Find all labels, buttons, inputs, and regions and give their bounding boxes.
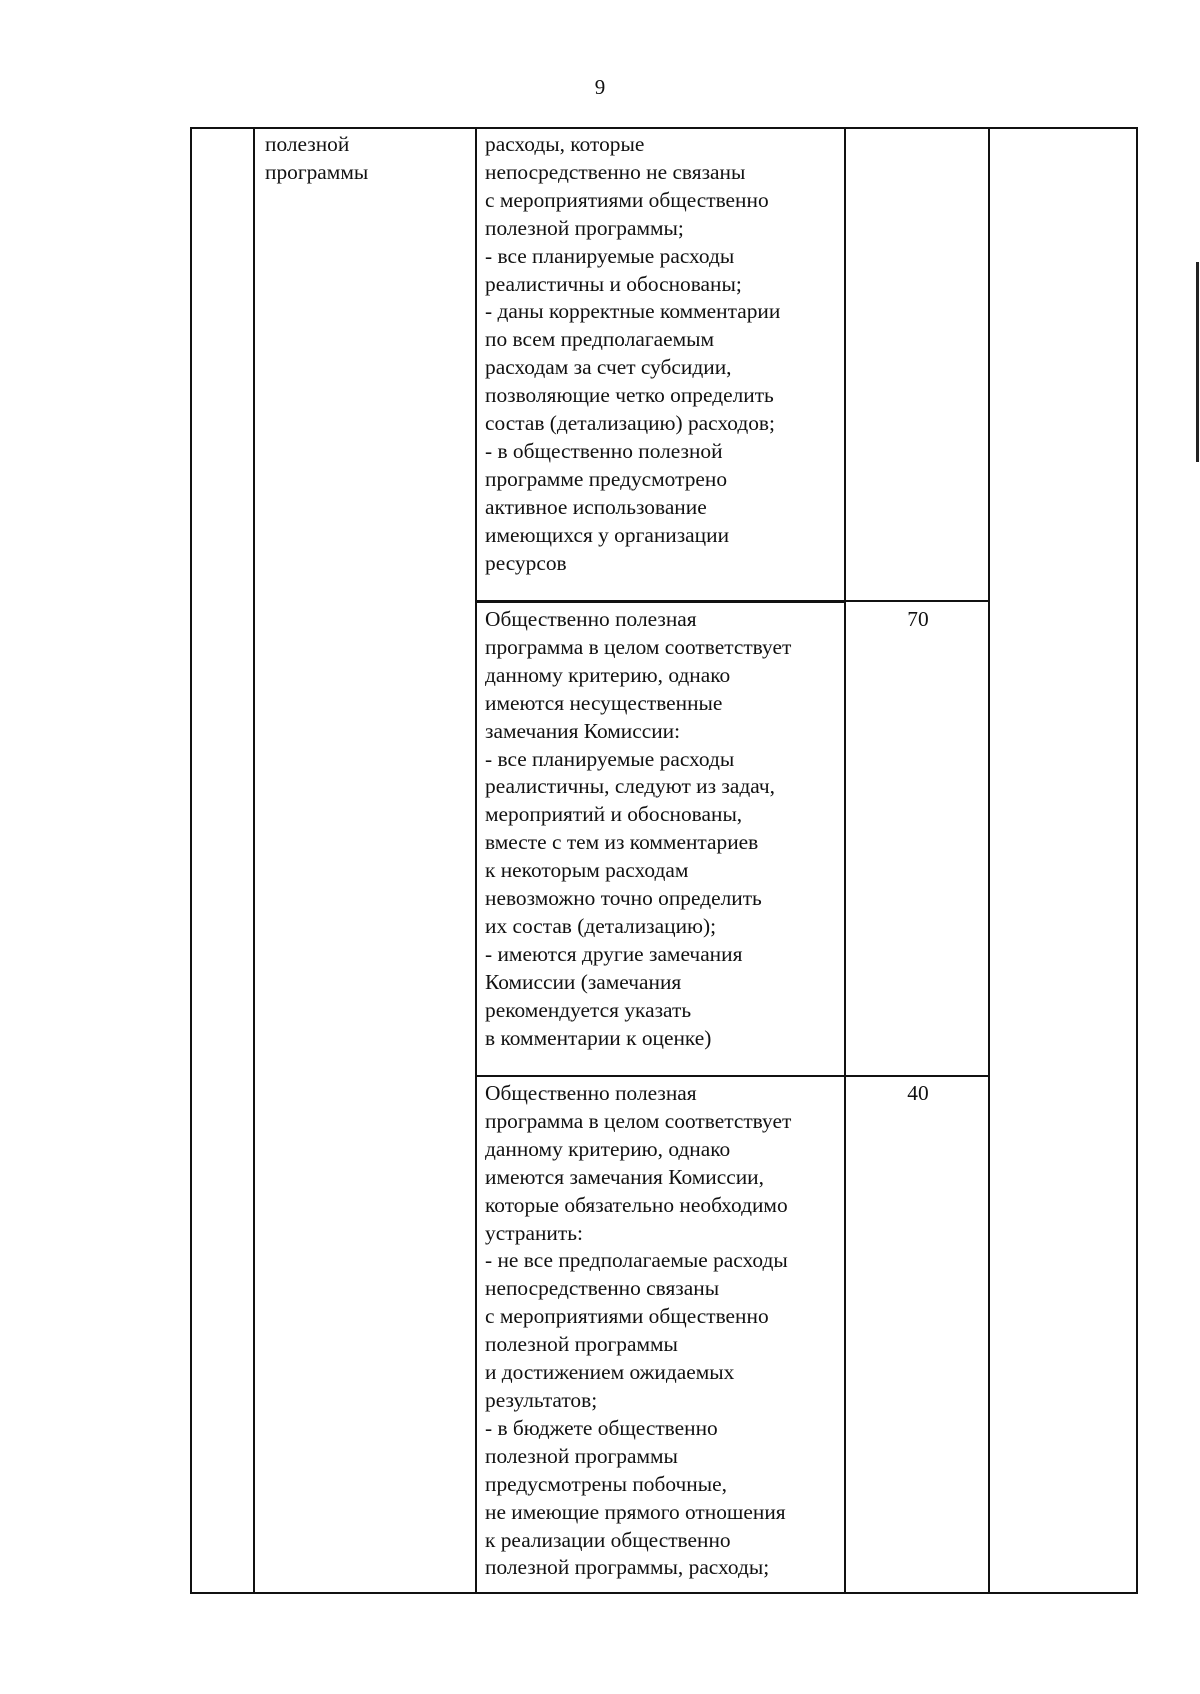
page-number: 9 xyxy=(594,75,606,99)
table-row-1-description: расходы, которые непосредственно не связаны с мероприятиями общественно полезной программы; - все планируемые расходы реалистичны и обоснованы; - даны корректные комментарии по всем предполагаемым расходам за счет субсидии, позволяющие четко определить состав (детализацию) расходов; - в общественно полезной программе предусмотрено активное использование имеющихся у организации ресурсов xyxy=(485,132,781,575)
table-border-right xyxy=(1136,127,1138,1594)
row-divider-2 xyxy=(475,1075,990,1077)
criterion-name: полезной программы xyxy=(265,132,369,184)
scan-margin-mark xyxy=(1196,262,1199,462)
criteria-table xyxy=(190,127,1138,1594)
table-row-3-score: 40 xyxy=(907,1081,929,1105)
column-divider-4 xyxy=(988,127,990,1594)
table-row-2-score: 70 xyxy=(907,607,929,631)
table-border-bottom xyxy=(190,1592,1138,1594)
table-border-left xyxy=(190,127,192,1594)
table-row-3-description: Общественно полезная программа в целом соответствует данному критерию, однако имеются замечания Комиссии, которые обязательно необходимо устранить: - не все предполагаемые расходы непосредственно связаны с мероприятиями общественно полезной программы и достижением ожидаемых результатов; - в бюджете общественно полезной программы предусмотрены побочные, не имеющие прямого отношения к реализации общественно полезной программы, расходы; xyxy=(485,1081,792,1580)
column-divider-3 xyxy=(844,127,846,1594)
row-divider-1b xyxy=(475,600,990,602)
column-divider-2 xyxy=(475,127,477,1594)
table-row-2-description: Общественно полезная программа в целом соответствует данному критерию, однако имеются несущественные замечания Комиссии: - все планируемые расходы реалистичны, следуют из задач, мероприятий и обоснованы, вместе с тем из комментариев к некоторым расходам невозможно точно определить их состав (детализацию); - имеются другие замечания Комиссии (замечания рекомендуется указать в комментарии к оценке) xyxy=(485,607,792,1050)
table-border-top xyxy=(190,127,1138,129)
column-divider-1 xyxy=(253,127,255,1594)
